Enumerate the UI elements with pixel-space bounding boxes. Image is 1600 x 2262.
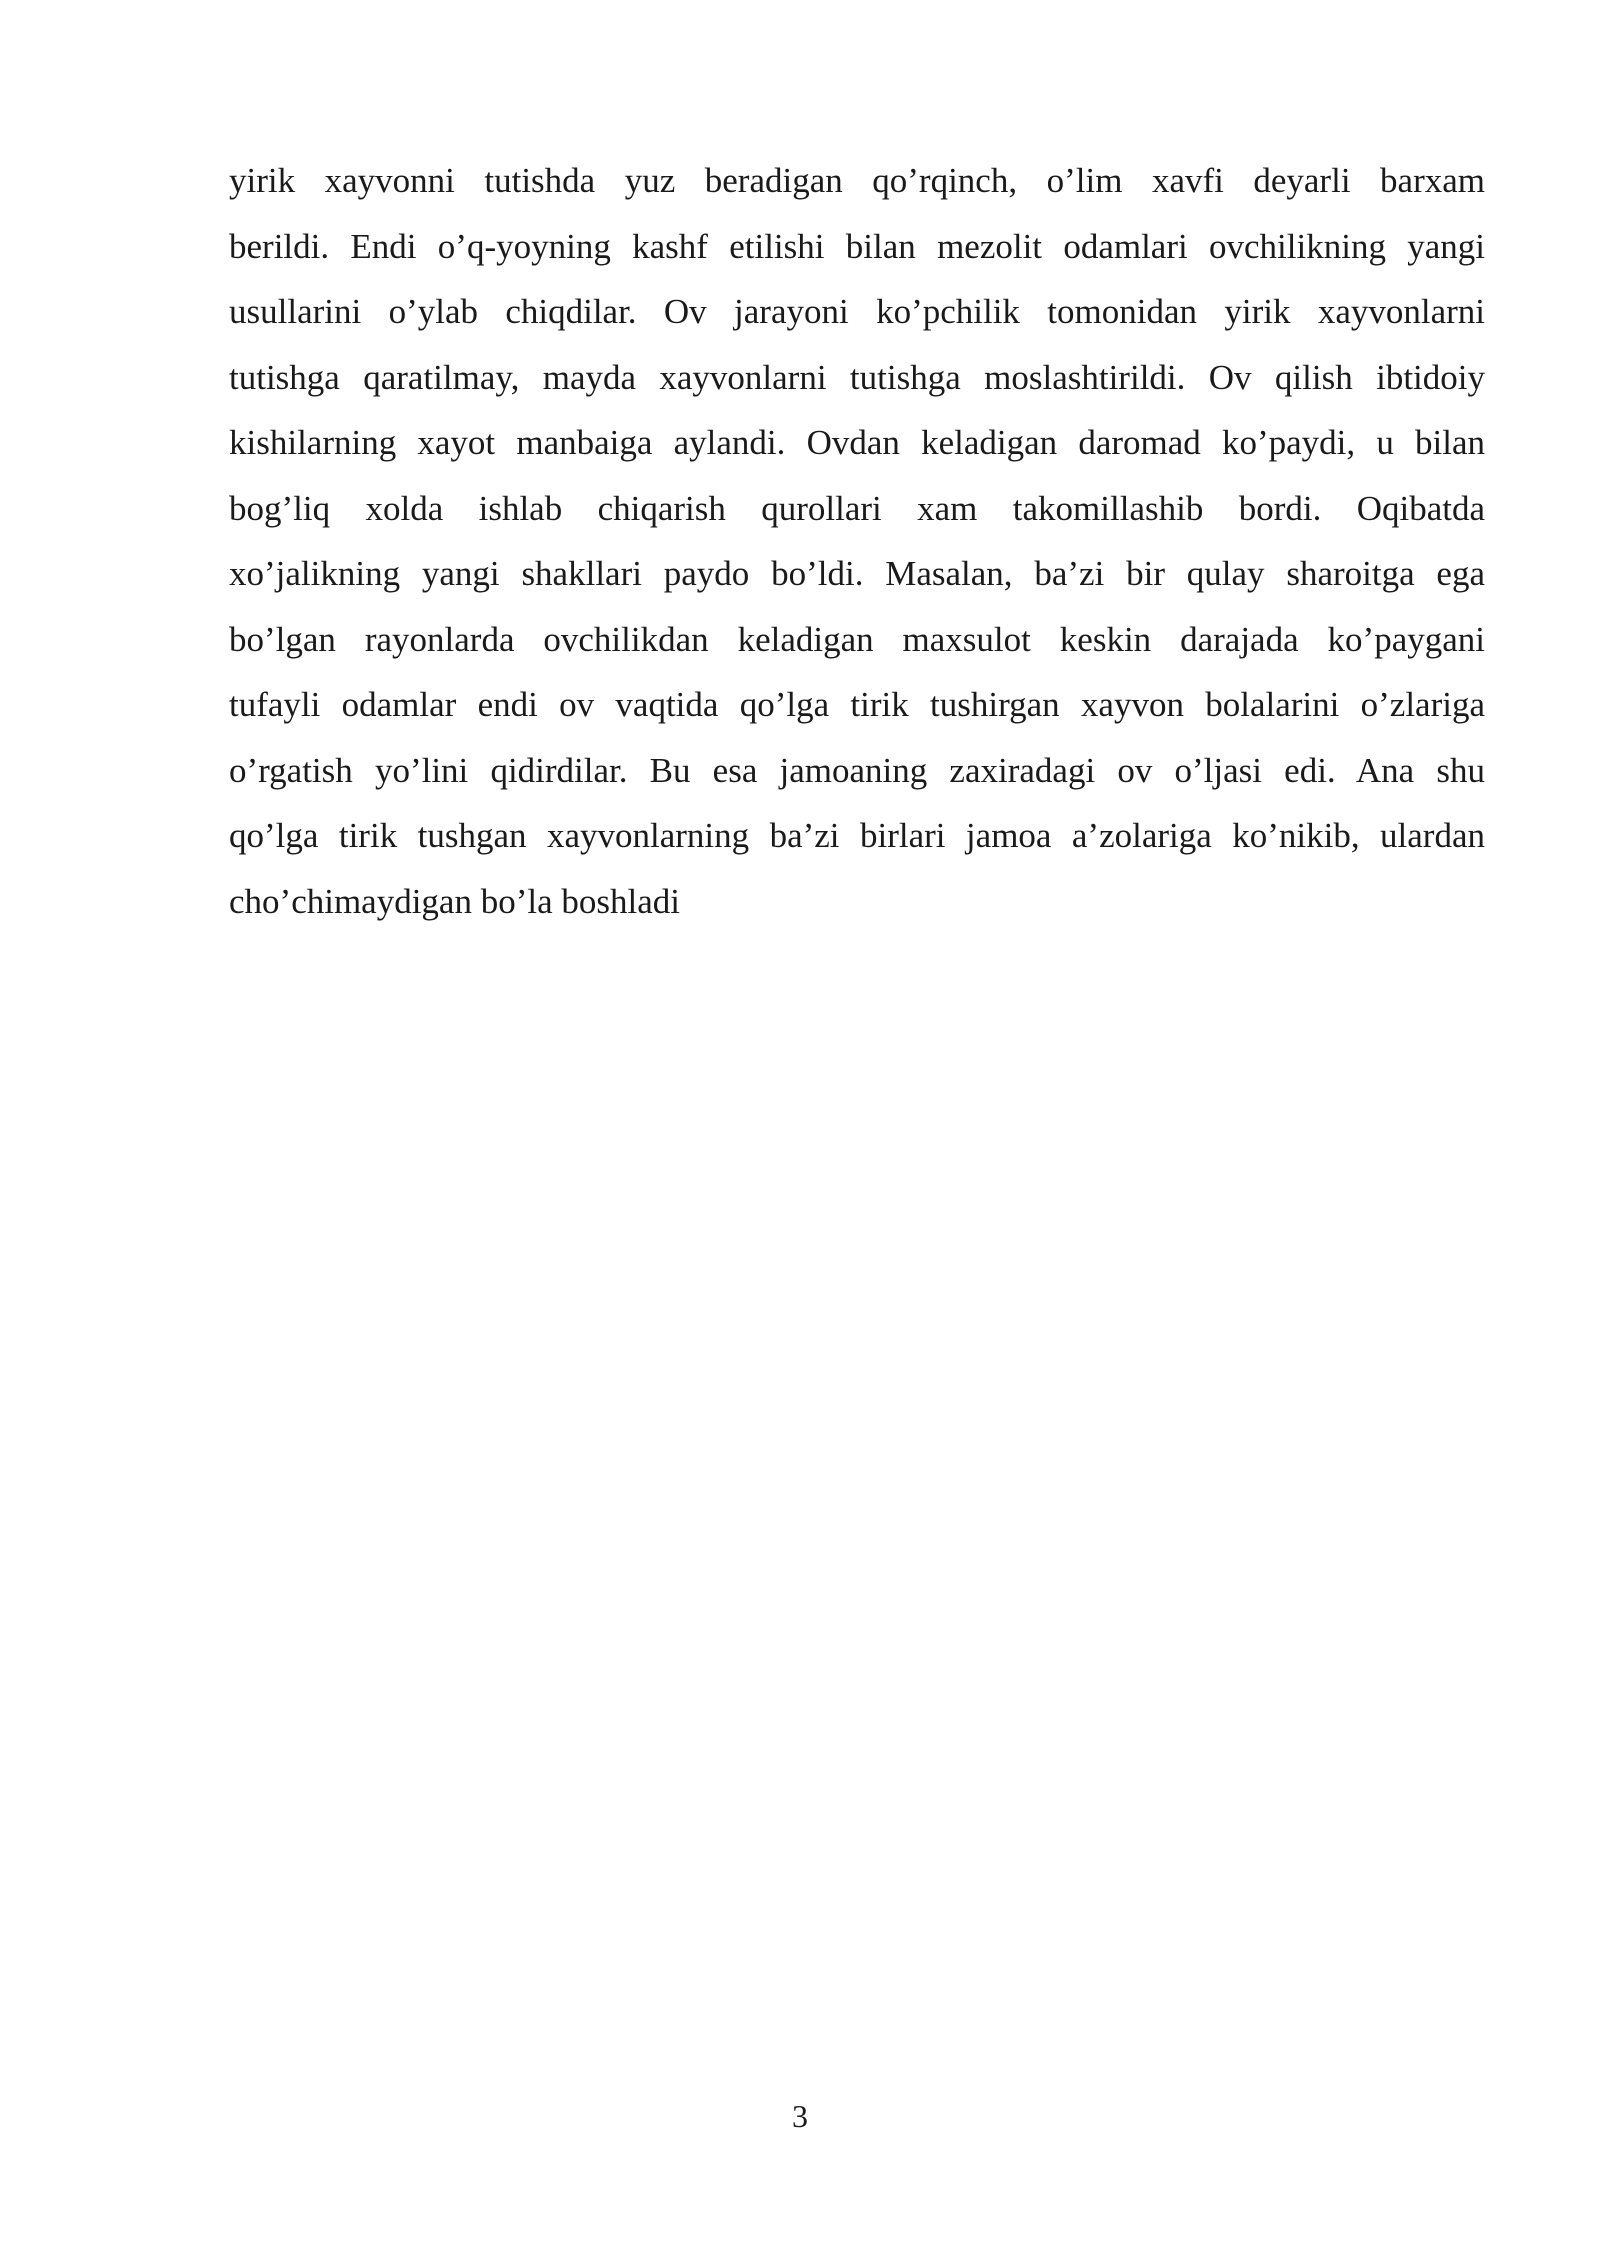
body-paragraph (229, 148, 1485, 934)
text-line: berildi. Endi o’q-yoyning kashf etilishi bilan mezolit odamlari ovchilikning yangi (229, 226, 1485, 266)
page-number: 3 (792, 2098, 808, 2134)
text-line: xo’jalikning yangi shakllari paydo bo’ldi. Masalan, ba’zi bir qulay sharoitga ega (229, 554, 1485, 593)
text-line: qo’lga tirik tushgan xayvonlarning ba’zi birlari jamoa a’zolariga ko’nikib, ulardan (229, 816, 1485, 855)
text-line-last: cho’chimaydigan bo’la boshladi (229, 881, 680, 921)
text-line: o’rgatish yo’lini qidirdilar. Bu esa jamoaning zaxiradagi ov o’ljasi edi. Ana shu (229, 750, 1485, 790)
text-line: yirik xayvonni tutishda yuz beradigan qo’rqinch, o’lim xavfi deyarli barxam (229, 161, 1485, 200)
text-line: tutishga qaratilmay, mayda xayvonlarni tutishga moslashtirildi. Ov qilish ibtidoiy (229, 357, 1485, 397)
text-line: kishilarning xayot manbaiga aylandi. Ovdan keladigan daromad ko’paydi, u bilan (229, 423, 1485, 462)
text-line: tufayli odamlar endi ov vaqtida qo’lga tirik tushirgan xayvon bolalarini o’zlariga (229, 685, 1485, 724)
text-line: bo’lgan rayonlarda ovchilikdan keladigan maxsulot keskin darajada ko’paygani (229, 619, 1485, 659)
text-line: usullarini o’ylab chiqdilar. Ov jarayoni ko’pchilik tomonidan yirik xayvonlarni (229, 292, 1485, 331)
text-line: bog’liq xolda ishlab chiqarish qurollari xam takomillashib bordi. Oqibatda (229, 488, 1485, 528)
